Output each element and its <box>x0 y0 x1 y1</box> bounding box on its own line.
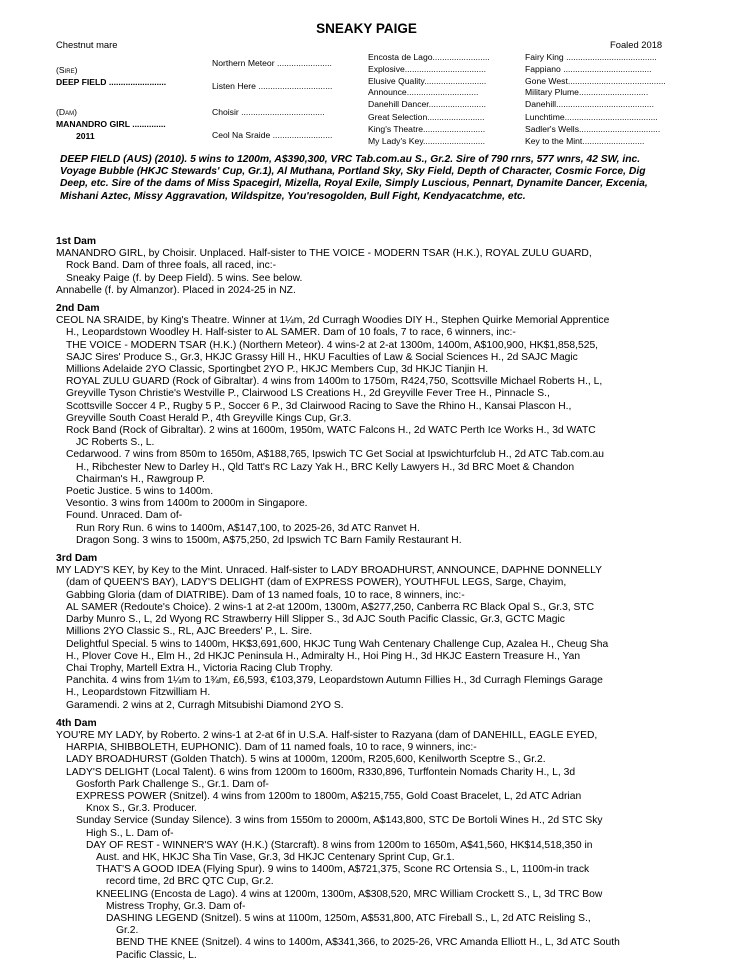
pedigree-text-line: Greyville Tyson Christie's Westville P., Clairwood LS Creations H., 2d Greyville Fever Tree H., Pinnacle S., <box>66 388 550 400</box>
pedigree-gen4-2: Fappiano ..................................... <box>525 64 652 74</box>
pedigree-text-line: Knox S., Gr.3. Producer. <box>86 803 198 815</box>
pedigree-text-line: SAJC Sires' Produce S., Gr.3, HKJC Grassy Hill H., HKU Faculties of Law & Social Sciences H., 2d SAJC Magic <box>66 351 578 363</box>
pedigree-text-line: Panchita. 4 wins from 1¼m to 1¾m, £6,593, €103,379, Leopardstown Autumn Fillies H., 3d Curragh Flemings Garage <box>66 675 603 687</box>
pedigree-gen3-1: Encosta de Lago........................ <box>368 52 490 62</box>
pedigree-text-line: KNEELING (Encosta de Lago). 4 wins at 1200m, 1300m, A$308,520, MRC William Crockett S., L, 3d TRC Bow <box>96 888 603 900</box>
horse-name-title: SNEAKY PAIGE <box>316 21 417 36</box>
pedigree-text-line: AL SAMER (Redoute's Choice). 2 wins-1 at 2-at 1200m, 1300m, A$277,250, Canberra RC Black Opal S., Gr.3, STC <box>66 601 595 613</box>
pedigree-text-line: H., Leopardstown Woodley H. Half-sister to AL SAMER. Dam of 10 foals, 7 to race, 6 winners, inc:- <box>66 327 516 339</box>
pedigree-text-line: Chairman's H., Rawgroup P. <box>76 473 205 485</box>
colour-sex: Chestnut mare <box>56 39 118 50</box>
pedigree-text-line: MY LADY'S KEY, by Key to the Mint. Unraced. Half-sister to LADY BROADHURST, ANNOUNCE, DAPHNE DONNELLY <box>56 565 602 577</box>
pedigree-gen4-4: Military Plume............................. <box>525 87 649 97</box>
pedigree-text-line: Run Rory Run. 6 wins to 1400m, A$147,100, to 2025-26, 3d ATC Ranvet H. <box>76 522 420 534</box>
pedigree-dam-sire: Choisir ................................... <box>212 107 325 117</box>
pedigree-text-line: Scottsville Soccer 4 P., Rugby 5 P., Soccer 6 P., 3d Clairwood Racing to Save the Rhino H., Kansai Plascon H., <box>66 400 572 412</box>
pedigree-text-line: DAY OF REST - WINNER'S WAY (H.K.) (Starcraft). 8 wins from 1200m to 1650m, A$41,560, HK$14,518,350 in <box>86 839 593 851</box>
pedigree-text-line: ROYAL ZULU GUARD (Rock of Gibraltar). 4 wins from 1400m to 1750m, R424,750, Scottsville Michael Roberts H., L, <box>66 376 603 388</box>
pedigree-text-line: LADY BROADHURST (Golden Thatch). 5 wins at 1000m, 1200m, R205,600, Kenilworth Sceptre S., Gr.2. <box>66 754 546 766</box>
pedigree-text-line: H., Leopardstown Fitzwilliam H. <box>66 687 211 699</box>
pedigree-text-line: THE VOICE - MODERN TSAR (H.K.) (Northern Meteor). 4 wins-2 at 2-at 1300m, 1400m, A$100,900, HK$1,858,525, <box>66 339 599 351</box>
pedigree-text-line: H., Ribchester New to Darley H., Qld Tatt's RC Lazy Yak H., BRC Kelly Lawyers H., 3d BRC Moet & Chandon <box>76 461 575 473</box>
pedigree-text-line: Pacific Classic, L. <box>116 949 197 961</box>
section-heading: 3rd Dam <box>56 553 98 565</box>
pedigree-text-line: Annabelle (f. by Almanzor). Placed in 2024-25 in NZ. <box>56 284 296 296</box>
pedigree-gen3-2: Explosive.................................. <box>368 64 486 74</box>
dam-name: MANANDRO GIRL .............. <box>56 119 166 129</box>
pedigree-text-line: Chai Trophy, Martell Extra H., Victoria Racing Club Trophy. <box>66 662 333 674</box>
pedigree-gen4-5: Danehill......................................... <box>525 99 654 109</box>
pedigree-text-line: Dragon Song. 3 wins to 1500m, A$75,250, 2d Ipswich TC Barn Family Restaurant H. <box>76 534 462 546</box>
pedigree-text-line: BEND THE KNEE (Snitzel). 4 wins to 1400m, A$341,366, to 2025-26, VRC Amanda Elliott H., L, 3d ATC South <box>116 937 620 949</box>
pedigree-text-line: EXPRESS POWER (Snitzel). 4 wins from 1200m to 1800m, A$215,755, Gold Coast Bracelet, L, 2d ATC Adrian <box>76 790 582 802</box>
pedigree-text-line: Greyville South Coast Herald P., 4th Greyville Kings Cup, Gr.3. <box>66 412 352 424</box>
pedigree-gen4-7: Sadler's Wells.................................. <box>525 124 661 134</box>
pedigree-dam-dam: Ceol Na Sraide ......................... <box>212 130 333 140</box>
sire-name: DEEP FIELD ........................ <box>56 77 167 87</box>
sire-label: (Sire) <box>56 65 78 75</box>
pedigree-text-line: (dam of QUEEN'S BAY), LADY'S DELIGHT (dam of EXPRESS POWER), YOUTHFUL LEGS, Sarge, Chayim, <box>66 577 567 589</box>
pedigree-text-line: CEOL NA SRAIDE, by King's Theatre. Winner at 1¼m, 2d Curragh Woodies DIY H., Stephen Quirke Memorial Apprentice <box>56 315 610 327</box>
pedigree-text-line: Delightful Special. 5 wins to 1400m, HK$3,691,600, HKJC Tung Wah Centenary Challenge Cup, Azalea H., Cheug Sha <box>66 638 609 650</box>
pedigree-text-line: Found. Unraced. Dam of- <box>66 510 183 522</box>
pedigree-gen3-8: My Lady's Key.......................... <box>368 136 486 146</box>
pedigree-text-line: DASHING LEGEND (Snitzel). 5 wins at 1100m, 1250m, A$531,800, ATC Fireball S., L, 2d ATC Reisling S., <box>106 912 591 924</box>
pedigree-text-line: Sneaky Paige (f. by Deep Field). 5 wins. See below. <box>66 272 303 284</box>
pedigree-text-line: H., Plover Cove H., Elm H., 2d HKJC Peninsula H., Admiralty H., Hoi Ping H., 3d HKJC Eastern Treasure H., Yan <box>66 650 581 662</box>
pedigree-text-line: Darby Munro S., L, 2d Wyong RC Strawberry Hill Slipper S., 3d AJC South Pacific Classic, Gr.3, GCTC Magic <box>66 614 565 626</box>
pedigree-text-line: LADY'S DELIGHT (Local Talent). 6 wins from 1200m to 1600m, R330,896, Turffontein Nomads Charity H., L, 3d <box>66 766 576 778</box>
pedigree-text-line: Rock Band (Rock of Gibraltar). 2 wins at 1600m, 1950m, WATC Falcons H., 2d WATC Perth Ice Works H., 3d WATC <box>66 425 596 437</box>
pedigree-text-line: Gr.2. <box>116 925 139 937</box>
pedigree-gen4-1: Fairy King ...................................... <box>525 52 657 62</box>
pedigree-text-line: JC Roberts S., L. <box>76 437 155 449</box>
pedigree-text-line: Vesontio. 3 wins from 1400m to 2000m in Singapore. <box>66 498 308 510</box>
pedigree-text-line: Gosforth Park Challenge S., Gr.1. Dam of- <box>76 778 269 790</box>
sire-summary-paragraph: DEEP FIELD (AUS) (2010). 5 wins to 1200m, A$390,300, VRC Tab.com.au S., Gr.2. Sire of 790 rnrs, 577 wnrs, 42 SW, inc. Voyage Bubble (HKJC Stewards' Cup, Gr.1), Al Muthana, Portland Sky, Sky Field, Depth of Character, Cosmic Force, Dig Deep, etc. Sire of the dams of Miss Spacegirl, Mizella, Royal Exile, Simply Luscious, Pennart, Dynamite Dancer, Excenia, Mishani Aztec, Missy Aggravation, Wildspitze, You'resogolden, Bull Fight, Kendyacatchme, etc. <box>60 154 648 202</box>
pedigree-text-line: High S., L. Dam of- <box>86 827 174 839</box>
pedigree-gen3-4: Announce.............................. <box>368 87 479 97</box>
pedigree-gen3-6: Great Selection........................ <box>368 112 485 122</box>
dam-year: 2011 <box>76 131 95 141</box>
pedigree-text-line: Poetic Justice. 5 wins to 1400m. <box>66 486 214 498</box>
pedigree-text-line: Aust. and HK, HKJC Sha Tin Vase, Gr.3, 3d HKJC Centenary Sprint Cup, Gr.1. <box>96 851 455 863</box>
pedigree-text-line: Cedarwood. 7 wins from 850m to 1650m, A$188,765, Ipswich TC Get Social at Ipswichturfclub H., 2d ATC Tab.com.au <box>66 449 604 461</box>
pedigree-text-line: Sunday Service (Sunday Silence). 3 wins from 1550m to 2000m, A$143,800, STC De Bortoli Wines H., 2d STC Sky <box>76 815 603 827</box>
foaled-year: Foaled 2018 <box>610 39 663 50</box>
pedigree-text-line: Mistress Trophy, Gr.3. Dam of- <box>106 900 246 912</box>
pedigree-text-line: Millions Adelaide 2YO Classic, Sportingbet 2YO P., HKJC Members Cup, 3d HKJC Tianjin H. <box>66 364 489 376</box>
pedigree-gen3-7: King's Theatre.......................... <box>368 124 486 134</box>
pedigree-text-line: record time, 2d BRC QTC Cup, Gr.2. <box>106 876 274 888</box>
pedigree-gen3-3: Elusive Quality.......................... <box>368 76 487 86</box>
pedigree-gen3-5: Danehill Dancer........................ <box>368 99 486 109</box>
pedigree-text-line: Garamendi. 2 wins at 2, Curragh Mitsubishi Diamond 2YO S. <box>66 699 344 711</box>
dam-label: (Dam) <box>56 107 77 117</box>
pedigree-text-line: Gabbing Gloria (dam of DIATRIBE). Dam of 13 named foals, 10 to race, 8 winners, inc:- <box>66 589 465 601</box>
pedigree-text-line: THAT'S A GOOD IDEA (Flying Spur). 9 wins to 1400m, A$721,375, Scone RC Ortensia S., L, 1100m-in track <box>96 864 590 876</box>
pedigree-text-line: MANANDRO GIRL, by Choisir. Unplaced. Half-sister to THE VOICE - MODERN TSAR (H.K.), ROYAL ZULU GUARD, <box>56 248 592 260</box>
pedigree-gen4-3: Gone West......................................... <box>525 76 666 86</box>
pedigree-text-line: Rock Band. Dam of three foals, all raced, inc:- <box>66 260 277 272</box>
pedigree-gen4-8: Key to the Mint.......................... <box>525 136 645 146</box>
section-heading: 4th Dam <box>56 717 97 729</box>
dam-line-body <box>56 236 672 962</box>
pedigree-sire-dam: Listen Here ............................... <box>212 81 333 91</box>
pedigree-text-line: Millions 2YO Classic S., RL, AJC Breeders' P., L. Sire. <box>66 626 313 638</box>
pedigree-text-line: YOU'RE MY LADY, by Roberto. 2 wins-1 at 2-at 6f in U.S.A. Half-sister to Razyana (dam of DANEHILL, EAGLE EYED, <box>56 729 598 741</box>
pedigree-text-line: HARPIA, SHIBBOLETH, EUPHONIC). Dam of 11 named foals, 10 to race, 9 winners, inc:- <box>66 742 477 754</box>
pedigree-sire-sire: Northern Meteor ....................... <box>212 58 332 68</box>
section-heading: 1st Dam <box>56 236 97 247</box>
pedigree-gen4-6: Lunchtime....................................... <box>525 112 658 122</box>
section-heading: 2nd Dam <box>56 303 100 315</box>
